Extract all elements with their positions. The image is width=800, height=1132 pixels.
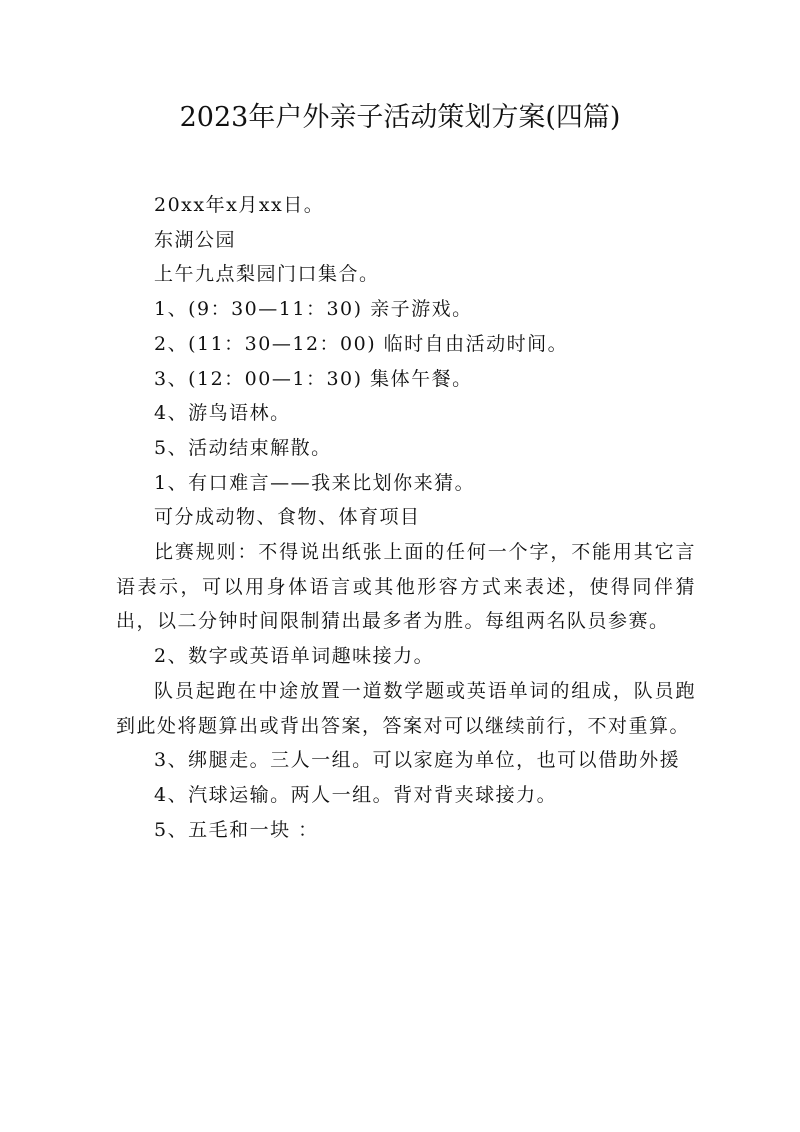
paragraph-schedule-3: 3、(12：00—1：30) 集体午餐。 <box>154 367 473 390</box>
paragraph-game-2: 2、数字或英语单词趣味接力。 <box>154 645 435 668</box>
paragraph-date: 20xx年x月xx日。 <box>154 194 325 216</box>
paragraph-game-4: 4、汽球运输。两人一组。背对背夹球接力。 <box>154 783 558 806</box>
paragraph-game-5: 5、五毛和一块 ： <box>154 818 319 841</box>
paragraph-game-1-rules: 比赛规则：不得说出纸张上面的任何一个字，不能用其它言语表示，可以用身体语言或其他形容方式来表述，使得同伴猜出，以二分钟时间限制猜出最多者为胜。每组两名队员参赛。 <box>116 541 696 633</box>
paragraph-game-1-categories: 可分成动物、食物、体育项目 <box>154 506 421 529</box>
paragraph-game-1: 1、有口难言——我来比划你来猜。 <box>154 471 476 494</box>
document-title: 2023年户外亲子活动策划方案(四篇) <box>179 102 621 133</box>
paragraph-game-3: 3、绑腿走。三人一组。可以家庭为单位，也可以借助外援 <box>154 749 681 772</box>
document-body <box>116 188 696 847</box>
paragraph-game-2-rules: 队员起跑在中途放置一道数学题或英语单词的组成，队员跑到此处将题算出或背出答案，答案对可以继续前行，不对重算。 <box>116 679 696 737</box>
paragraph-assembly: 上午九点梨园门口集合。 <box>154 263 380 286</box>
paragraph-location: 东湖公园 <box>154 228 237 251</box>
paragraph-schedule-1: 1、(9：30—11：30) 亲子游戏。 <box>154 298 473 321</box>
paragraph-schedule-2: 2、(11：30—12：00) 临时自由活动时间。 <box>154 332 569 355</box>
paragraph-schedule-5: 5、活动结束解散。 <box>154 436 332 459</box>
paragraph-schedule-4: 4、游鸟语林。 <box>154 402 291 425</box>
